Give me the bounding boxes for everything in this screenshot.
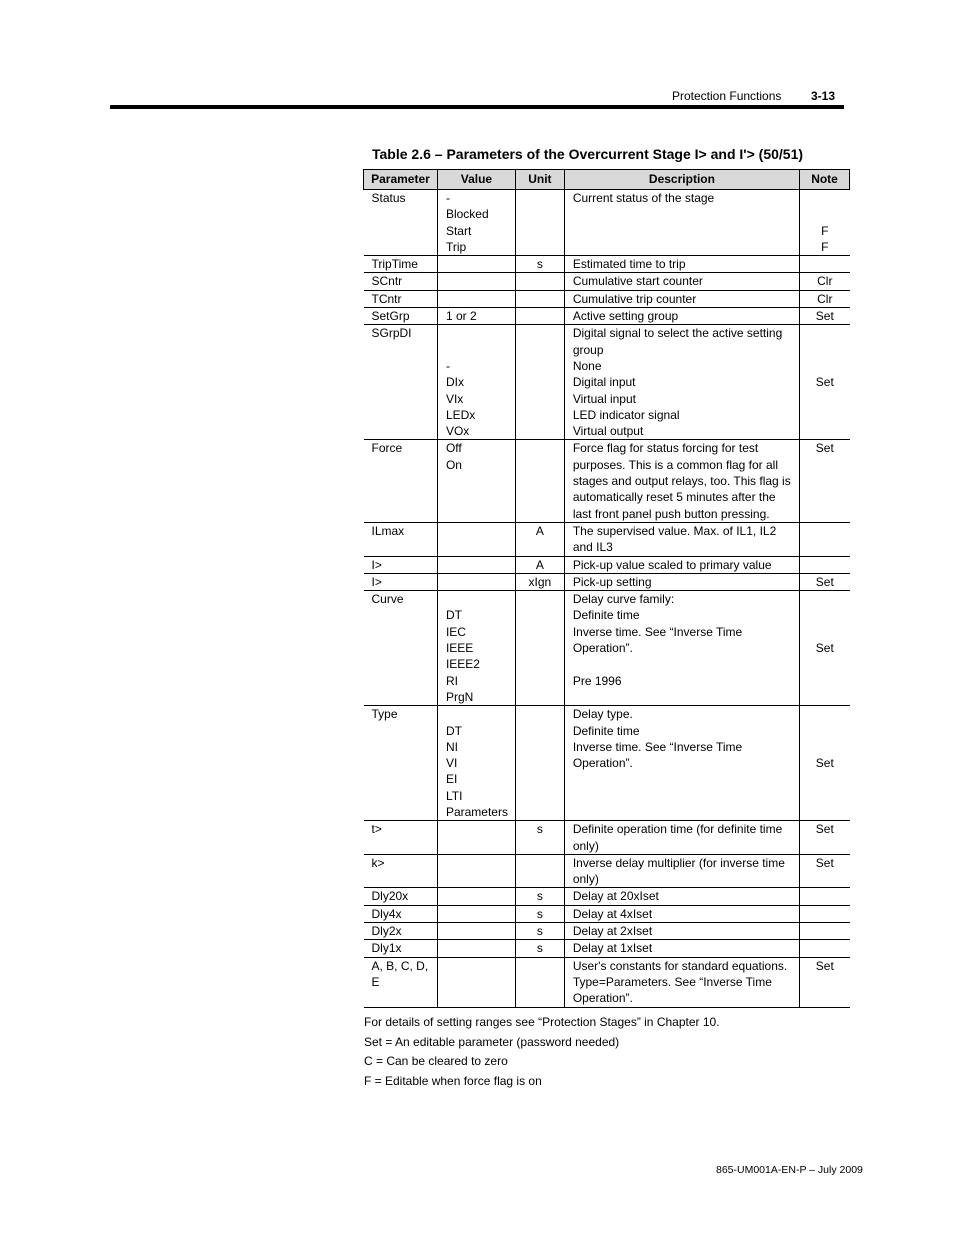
table-row (364, 591, 850, 706)
column-header-value: Value (437, 170, 515, 190)
cell-unit (515, 706, 564, 821)
table-row (364, 888, 850, 905)
cell-description: Force flag for status forcing for test purposes. This is a common flag for all stages and output relays, too. This flag is automatically reset 5 minutes after the last front panel push button pressing. (564, 440, 799, 522)
parameters-table (363, 169, 850, 1008)
cell-unit: s (515, 821, 564, 855)
cell-note: Clr (800, 290, 850, 307)
cell-note: Set (800, 440, 850, 522)
cell-value (437, 273, 515, 290)
cell-value (437, 905, 515, 922)
cell-value (437, 290, 515, 307)
cell-note: Set (800, 573, 850, 590)
table-row (364, 190, 850, 256)
cell-value (437, 888, 515, 905)
cell-value (437, 256, 515, 273)
table-row (364, 325, 850, 440)
cell-note (800, 888, 850, 905)
header-rule (110, 105, 844, 109)
note-line: For details of setting ranges see “Protection Stages” in Chapter 10. (364, 1015, 720, 1029)
table-row (364, 957, 850, 1007)
table-header-row (364, 170, 850, 190)
cell-note (800, 905, 850, 922)
cell-parameter: Type (364, 706, 438, 821)
cell-value (437, 821, 515, 855)
cell-note: Set (800, 308, 850, 325)
page-number: 3-13 (811, 89, 836, 103)
table-row (364, 706, 850, 821)
cell-value (437, 957, 515, 1007)
cell-description: Cumulative start counter (564, 273, 799, 290)
cell-description: Delay type. Definite time Inverse time. See “Inverse Time Operation”. (564, 706, 799, 821)
cell-value: 1 or 2 (437, 308, 515, 325)
cell-parameter: TripTime (364, 256, 438, 273)
column-header-parameter: Parameter (364, 170, 438, 190)
cell-parameter: Status (364, 190, 438, 256)
cell-note: Set (800, 957, 850, 1007)
cell-parameter: k> (364, 854, 438, 888)
cell-description: Cumulative trip counter (564, 290, 799, 307)
cell-note (800, 256, 850, 273)
cell-parameter: TCntr (364, 290, 438, 307)
table-row (364, 940, 850, 957)
cell-note: Set (800, 706, 850, 821)
cell-description: Inverse delay multiplier (for inverse time only) (564, 854, 799, 888)
column-header-unit: Unit (515, 170, 564, 190)
table-body (364, 190, 850, 1008)
cell-parameter: t> (364, 821, 438, 855)
cell-parameter: SetGrp (364, 308, 438, 325)
cell-note: Set (800, 325, 850, 440)
cell-note (800, 940, 850, 957)
table-row (364, 308, 850, 325)
cell-note (800, 556, 850, 573)
cell-unit: s (515, 888, 564, 905)
cell-description: Definite operation time (for definite time only) (564, 821, 799, 855)
cell-value (437, 940, 515, 957)
table-row (364, 440, 850, 522)
table-row (364, 273, 850, 290)
cell-unit (515, 290, 564, 307)
cell-note: Set (800, 591, 850, 706)
document-footer: 865-UM001A-EN-P – July 2009 (716, 1164, 863, 1176)
cell-unit: xIgn (515, 573, 564, 590)
column-header-note: Note (800, 170, 850, 190)
cell-note: Set (800, 821, 850, 855)
cell-parameter: SCntr (364, 273, 438, 290)
cell-note: F F (800, 190, 850, 256)
cell-parameter: I> (364, 556, 438, 573)
cell-note: Set (800, 854, 850, 888)
table-row (364, 573, 850, 590)
cell-parameter: A, B, C, D, E (364, 957, 438, 1007)
cell-description: User's constants for standard equations. Type=Parameters. See “Inverse Time Operation”. (564, 957, 799, 1007)
cell-description: Active setting group (564, 308, 799, 325)
cell-parameter: Dly4x (364, 905, 438, 922)
table-row (364, 821, 850, 855)
cell-description: Delay at 2xIset (564, 923, 799, 940)
cell-unit: s (515, 905, 564, 922)
cell-description: Digital signal to select the active setting group None Digital input Virtual input LED indicator signal Virtual output (564, 325, 799, 440)
cell-value: - DIx VIx LEDx VOx (437, 325, 515, 440)
cell-description: Delay curve family: Definite time Inverse time. See “Inverse Time Operation”. Pre 1996 (564, 591, 799, 706)
cell-parameter: Dly1x (364, 940, 438, 957)
column-header-description: Description (564, 170, 799, 190)
note-line: C = Can be cleared to zero (364, 1054, 508, 1069)
cell-unit (515, 440, 564, 522)
cell-unit (515, 854, 564, 888)
table-row (364, 556, 850, 573)
cell-unit (515, 591, 564, 706)
cell-unit (515, 325, 564, 440)
cell-parameter: Dly20x (364, 888, 438, 905)
table-row (364, 290, 850, 307)
cell-unit (515, 308, 564, 325)
cell-unit (515, 957, 564, 1007)
cell-note (800, 923, 850, 940)
cell-unit: s (515, 940, 564, 957)
cell-value: - Blocked Start Trip (437, 190, 515, 256)
table-row (364, 522, 850, 556)
cell-value (437, 522, 515, 556)
cell-unit (515, 190, 564, 256)
cell-description: Delay at 4xIset (564, 905, 799, 922)
cell-value (437, 854, 515, 888)
cell-unit: A (515, 556, 564, 573)
running-header-section: Protection Functions (672, 89, 782, 103)
cell-value (437, 573, 515, 590)
table-notes (364, 1015, 720, 1093)
cell-parameter: ILmax (364, 522, 438, 556)
cell-description: Delay at 20xIset (564, 888, 799, 905)
table-row (364, 256, 850, 273)
cell-note: Clr (800, 273, 850, 290)
cell-description: The supervised value. Max. of IL1, IL2 and IL3 (564, 522, 799, 556)
cell-description: Pick-up setting (564, 573, 799, 590)
cell-parameter: I> (364, 573, 438, 590)
note-line: F = Editable when force flag is on (364, 1073, 542, 1088)
note-line: Set = An editable parameter (password needed) (364, 1034, 620, 1049)
cell-unit: s (515, 256, 564, 273)
cell-description: Current status of the stage (564, 190, 799, 256)
cell-unit (515, 273, 564, 290)
cell-value (437, 923, 515, 940)
cell-unit: s (515, 923, 564, 940)
cell-value (437, 556, 515, 573)
cell-description: Delay at 1xIset (564, 940, 799, 957)
table-row (364, 854, 850, 888)
cell-value: DT IEC IEEE IEEE2 RI PrgN (437, 591, 515, 706)
cell-description: Estimated time to trip (564, 256, 799, 273)
cell-value: Off On (437, 440, 515, 522)
cell-parameter: Dly2x (364, 923, 438, 940)
cell-description: Pick-up value scaled to primary value (564, 556, 799, 573)
cell-parameter: Curve (364, 591, 438, 706)
cell-parameter: SGrpDI (364, 325, 438, 440)
cell-note (800, 522, 850, 556)
table-title: Table 2.6 – Parameters of the Overcurrent Stage I> and I'> (50/51) (372, 146, 804, 162)
cell-unit: A (515, 522, 564, 556)
table-row (364, 923, 850, 940)
cell-value: DT NI VI EI LTI Parameters (437, 706, 515, 821)
cell-parameter: Force (364, 440, 438, 522)
table-row (364, 905, 850, 922)
